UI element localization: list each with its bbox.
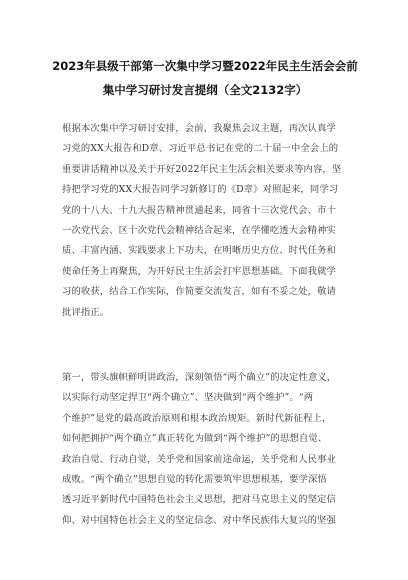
paragraph-line: 成败。“两个确立”思想自觉的转化需要筑牢思想根基，要学深悟 — [62, 473, 327, 485]
paragraph-intro — [62, 119, 358, 323]
paragraph-line: 重要讲话精神以及关于开好2022年民主生活会相关要求等内容，坚 — [62, 163, 342, 175]
title-line: 2023年县级干部第一次集中学习暨2022年民主生活会会前 — [52, 59, 358, 73]
paragraph-first-point — [62, 368, 358, 531]
paragraph-line: 政治自觉、行动自觉，关乎党和国家前途命运，关乎党和人民事业 — [62, 453, 336, 465]
document-title — [40, 54, 370, 102]
paragraph-line: 使命任务上再聚焦，为开好民主生活会打牢思想基础。下面我就学 — [62, 265, 336, 277]
paragraph-line: 习党的XX大报告和D章、习近平总书记在党的二十届一中全会上的 — [62, 143, 339, 155]
paragraph-line: 习的收获，结合工作实际，作简要交流发言，如有不妥之处，敬请 — [62, 286, 336, 298]
paragraph-line: 根据本次集中学习研讨安排，会前，我聚焦会议主题，再次认真学 — [62, 123, 336, 134]
paragraph-line: 透习近平新时代中国特色社会主义思想，把对马克思主义的坚定信 — [62, 494, 336, 506]
paragraph-line: 以实际行动坚定捍卫“两个确立”、坚决做到“两个维护”。“两 — [62, 392, 314, 404]
paragraph-line: 批评指正。 — [62, 306, 110, 318]
paragraph-line: 如何把拥护“两个确立”真正转化为做到“两个维护”的思想自觉、 — [62, 433, 328, 445]
title-line: 集中学习研讨发言提纲（全文2132字） — [102, 83, 308, 97]
paragraph-line: 仰、对中国特色社会主义的坚定信念、对中华民族伟大复兴的坚强 — [62, 514, 336, 526]
paragraph-line: 质、丰富内涵、实践要求上下功夫，在明晰历史方位、时代任务和 — [62, 245, 336, 257]
paragraph-line: 个维护”是党的最高政治原则和根本政治规矩。新时代新征程上， — [62, 412, 332, 424]
paragraph-line: 一次党代会、区十次党代会精神结合起来，在学懂吃透大会精神实 — [62, 224, 336, 236]
paragraph-line: 第一，带头旗帜鲜明讲政治，深刻领悟“两个确立”的决定性意义， — [62, 372, 337, 383]
paragraph-line: 持把学习党的XX大报告同学习新修订的《D章》对照起来，同学习 — [62, 184, 339, 196]
paragraph-line: 党的十八大、十九大报告精神贯通起来，同省十三次党代会、市十 — [62, 204, 336, 216]
